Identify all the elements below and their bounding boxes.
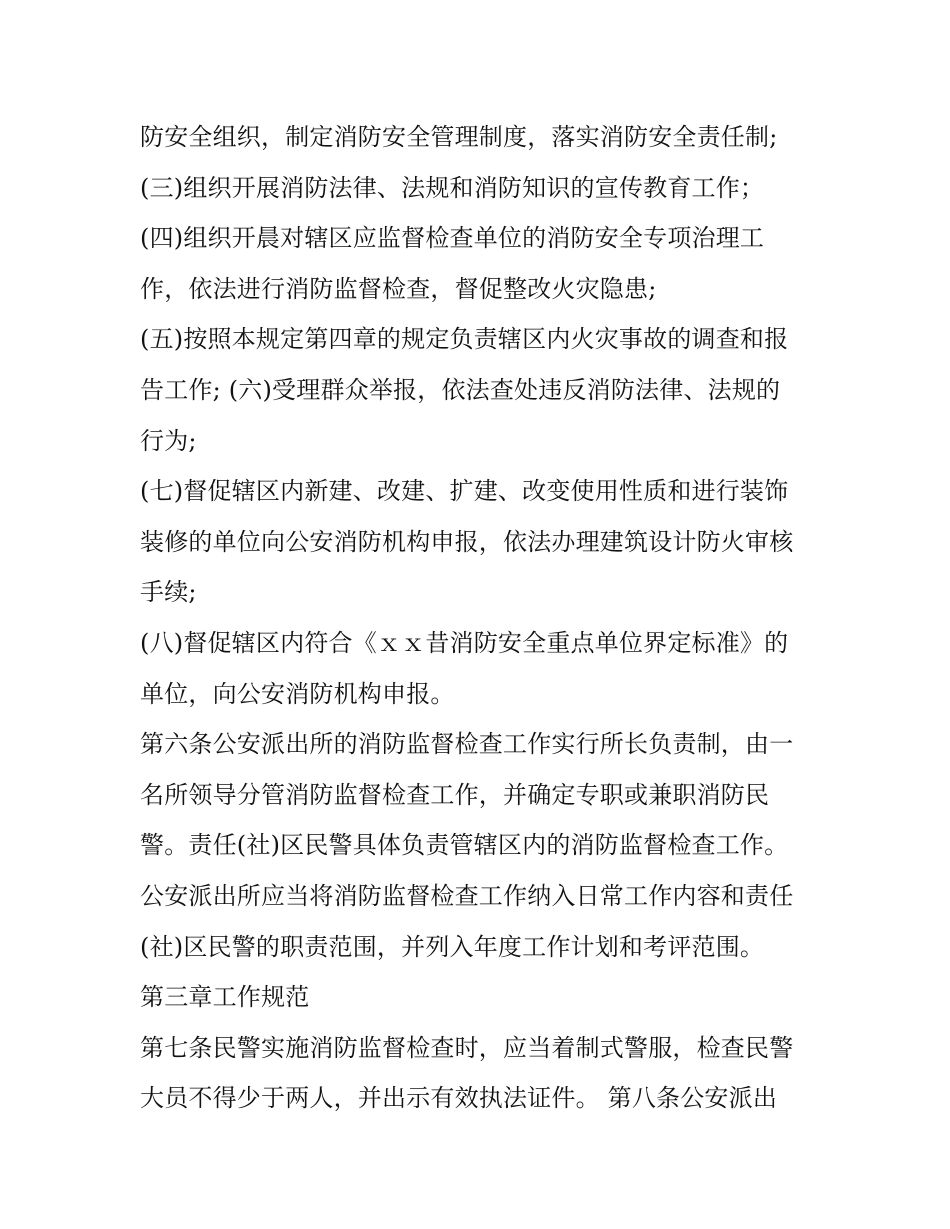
text-line: (四)组织开晨对辖区应监督检查单位的消防安全专项治理工 [140, 224, 765, 253]
text-line: 手续; [140, 578, 197, 607]
text-line: 行为; [140, 426, 197, 455]
text-line: 防安全组织，制定消防安全管理制度，落实消防安全责任制; [140, 123, 778, 151]
text-line: 名所领导分管消防监督检查工作，并确定专职或兼职消防民 [140, 780, 770, 809]
text-line: 作，依法进行消防监督检查，督促整改火灾隐患; [140, 274, 657, 303]
text-line: 告工作; (六)受理群众举报，依法查处违反消防法律、法规的 [140, 375, 781, 404]
text-line: 第六条公安派出所的消防监督检查工作实行所长负责制，由一 [140, 730, 794, 759]
text-line: (五)按照本规定第四章的规定负责辖区内火灾事故的调查和报 [140, 325, 789, 354]
text-line: 公安派出所应当将消防监督检查工作纳入日常工作内容和责任 [140, 881, 794, 910]
text-line: (八)督促辖区内符合《ｘｘ昔消防安全重点单位界定标准》的 [140, 628, 789, 657]
text-line: (三)组织开展消防法律、法规和消防知识的宣传教育工作； [140, 173, 765, 202]
text-line: 大员不得少于两人，并出示有效执法证件。 第八条公安派出 [140, 1084, 778, 1113]
text-line: 装修的单位向公安消防机构申报，依法办理建筑设计防火审核 [140, 527, 794, 556]
text-line: 第七条民警实施消防监督检查时，应当着制式警服，检查民警 [140, 1033, 794, 1062]
text-line: (七)督促辖区内新建、改建、扩建、改变使用性质和进行装饰 [140, 477, 789, 506]
chapter-heading: 第三章工作规范 [140, 983, 310, 1012]
text-line: (社)区民警的职责范围，并列入年度工作计划和考评范围。 [140, 932, 765, 961]
text-line: 单位，向公安消防机构申报。 [140, 679, 455, 708]
text-line: 警。责任(社)区民警具体负责管辖区内的消防监督检查工作。 [140, 831, 789, 860]
document-body [140, 112, 820, 1124]
